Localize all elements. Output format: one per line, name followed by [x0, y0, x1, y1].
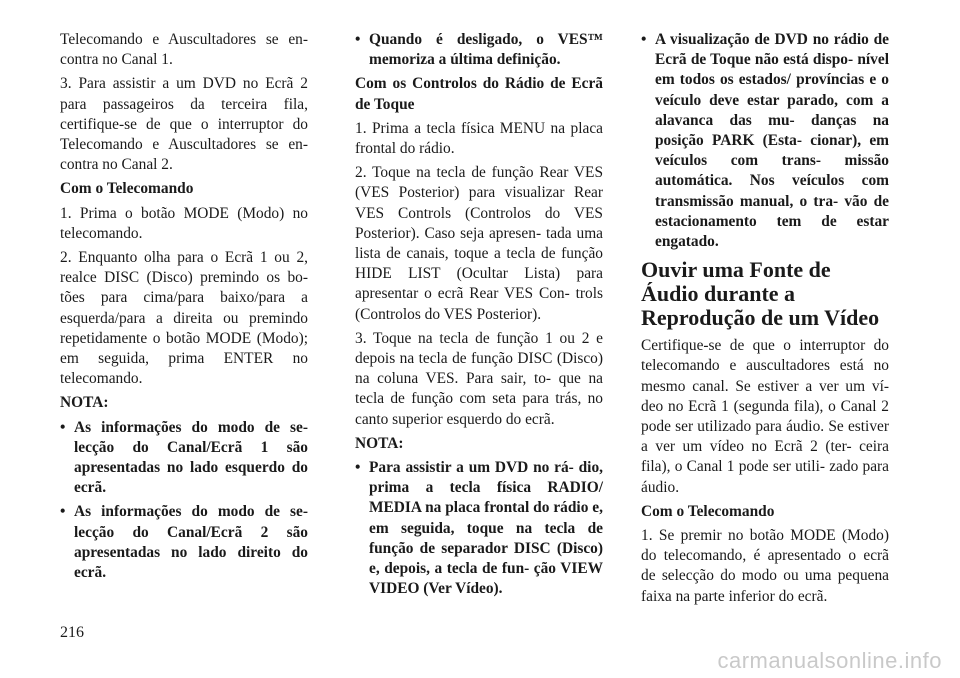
bullet-text: Quando é desligado, o VES™ memoriza a última definição. — [369, 31, 603, 69]
paragraph: 1. Prima o botão MODE (Modo) no telecomando. — [60, 204, 308, 242]
bullet-icon: • — [641, 31, 647, 48]
paragraph: 3. Para assistir a um DVD no Ecrã 2 para passageiros da terceira fila, certifique-se de que o interruptor do Telecomando e Auscultadores se en- contra no Canal 2. — [60, 75, 308, 174]
bullet-item — [60, 418, 308, 499]
column-left — [60, 30, 308, 587]
column-middle — [355, 30, 603, 603]
bullet-icon: • — [355, 31, 361, 48]
paragraph: 1. Se premir no botão MODE (Modo) do telecomando, é apresentado o ecrã de selecção do modo ou uma pequena faixa na parte inferior do ecrã. — [641, 527, 889, 605]
column-right — [641, 30, 889, 611]
bullet-text: A visualização de DVD no rádio de Ecrã de Toque não está dispo- nível em todos os estados/ províncias e o veículo deve estar parado, com a alavanca das mu- danças na posição PARK (Esta- cionar), em veículos com trans- missão automática. Nos veículos com transmissão manual, o tra- vão de estacionamento tem de estar engatado. — [655, 31, 889, 251]
bullet-text: Para assistir a um DVD no rá- dio, prima a tecla física RADIO/ MEDIA na placa frontal do rádio e, em seguida, toque na tecla de função de separador DISC (Disco) e, depois, a tecla de fun- ção VIEW VIDEO (Ver Vídeo). — [369, 459, 603, 598]
subheading: Com o Telecomando — [60, 180, 194, 198]
paragraph: 2. Enquanto olha para o Ecrã 1 ou 2, realce DISC (Disco) premindo os bo- tões para cima/para baixo/para a esquerda/para a direita ou premindo repetidamente o botão MODE (Modo); em seguida, prima ENTER no telecomando. — [60, 249, 308, 388]
bullet-icon: • — [60, 503, 66, 521]
note-label: NOTA: — [355, 434, 404, 452]
bullet-item — [641, 30, 889, 252]
bullet-icon: • — [355, 459, 361, 477]
paragraph: Telecomando e Auscultadores se en- contra no Canal 1. — [60, 31, 308, 69]
watermark: carmanualsonline.info — [717, 648, 942, 673]
subheading: Com os Controlos do Rádio de Ecrã de Toque — [355, 75, 603, 113]
bullet-icon: • — [60, 418, 66, 436]
bullet-item — [60, 502, 308, 583]
bullet-text: As informações do modo de se- lecção do Canal/Ecrã 2 são apresentadas no lado direito do ecrã. — [74, 503, 308, 582]
paragraph: Certifique-se de que o interruptor do telecomando e auscultadores está no mesmo canal. Se estiver a ver um ví- deo no Ecrã 1 (segunda fila), o Canal 2 pode ser utilizado para áudio. Se estiver a ver um vídeo no Ecrã 2 (ter- ceira fila), o Canal 1 pode ser utili- zado para áudio. — [641, 337, 889, 496]
paragraph: 3. Toque na tecla de função 1 ou 2 e depois na tecla de função DISC (Disco) na coluna VES. Para sair, to- que na tecla de função com seta para trás, no canto superior esquerdo do ecrã. — [355, 329, 603, 428]
paragraph: 2. Toque na tecla de função Rear VES (VES Posterior) para visualizar Rear VES Controls (Controlos do VES Posterior). Caso seja apresen- tada uma lista de canais, toque a tecla de função HIDE LIST (Ocultar Lista) para apresentar o ecrã Rear VES Con- trols (Controlos do VES Posterior). — [355, 164, 603, 323]
page-number: 216 — [60, 624, 84, 641]
bullet-text: As informações do modo de se- lecção do Canal/Ecrã 1 são apresentadas no lado esquerdo do ecrã. — [74, 418, 308, 497]
section-heading: Ouvir uma Fonte de Áudio durante a Reprodução de um Vídeo — [641, 257, 880, 331]
bullet-item — [355, 458, 603, 599]
note-label: NOTA: — [60, 394, 109, 412]
subheading: Com o Telecomando — [641, 502, 775, 520]
paragraph: 1. Prima a tecla física MENU na placa frontal do rádio. — [355, 119, 603, 158]
bullet-item — [355, 30, 603, 70]
